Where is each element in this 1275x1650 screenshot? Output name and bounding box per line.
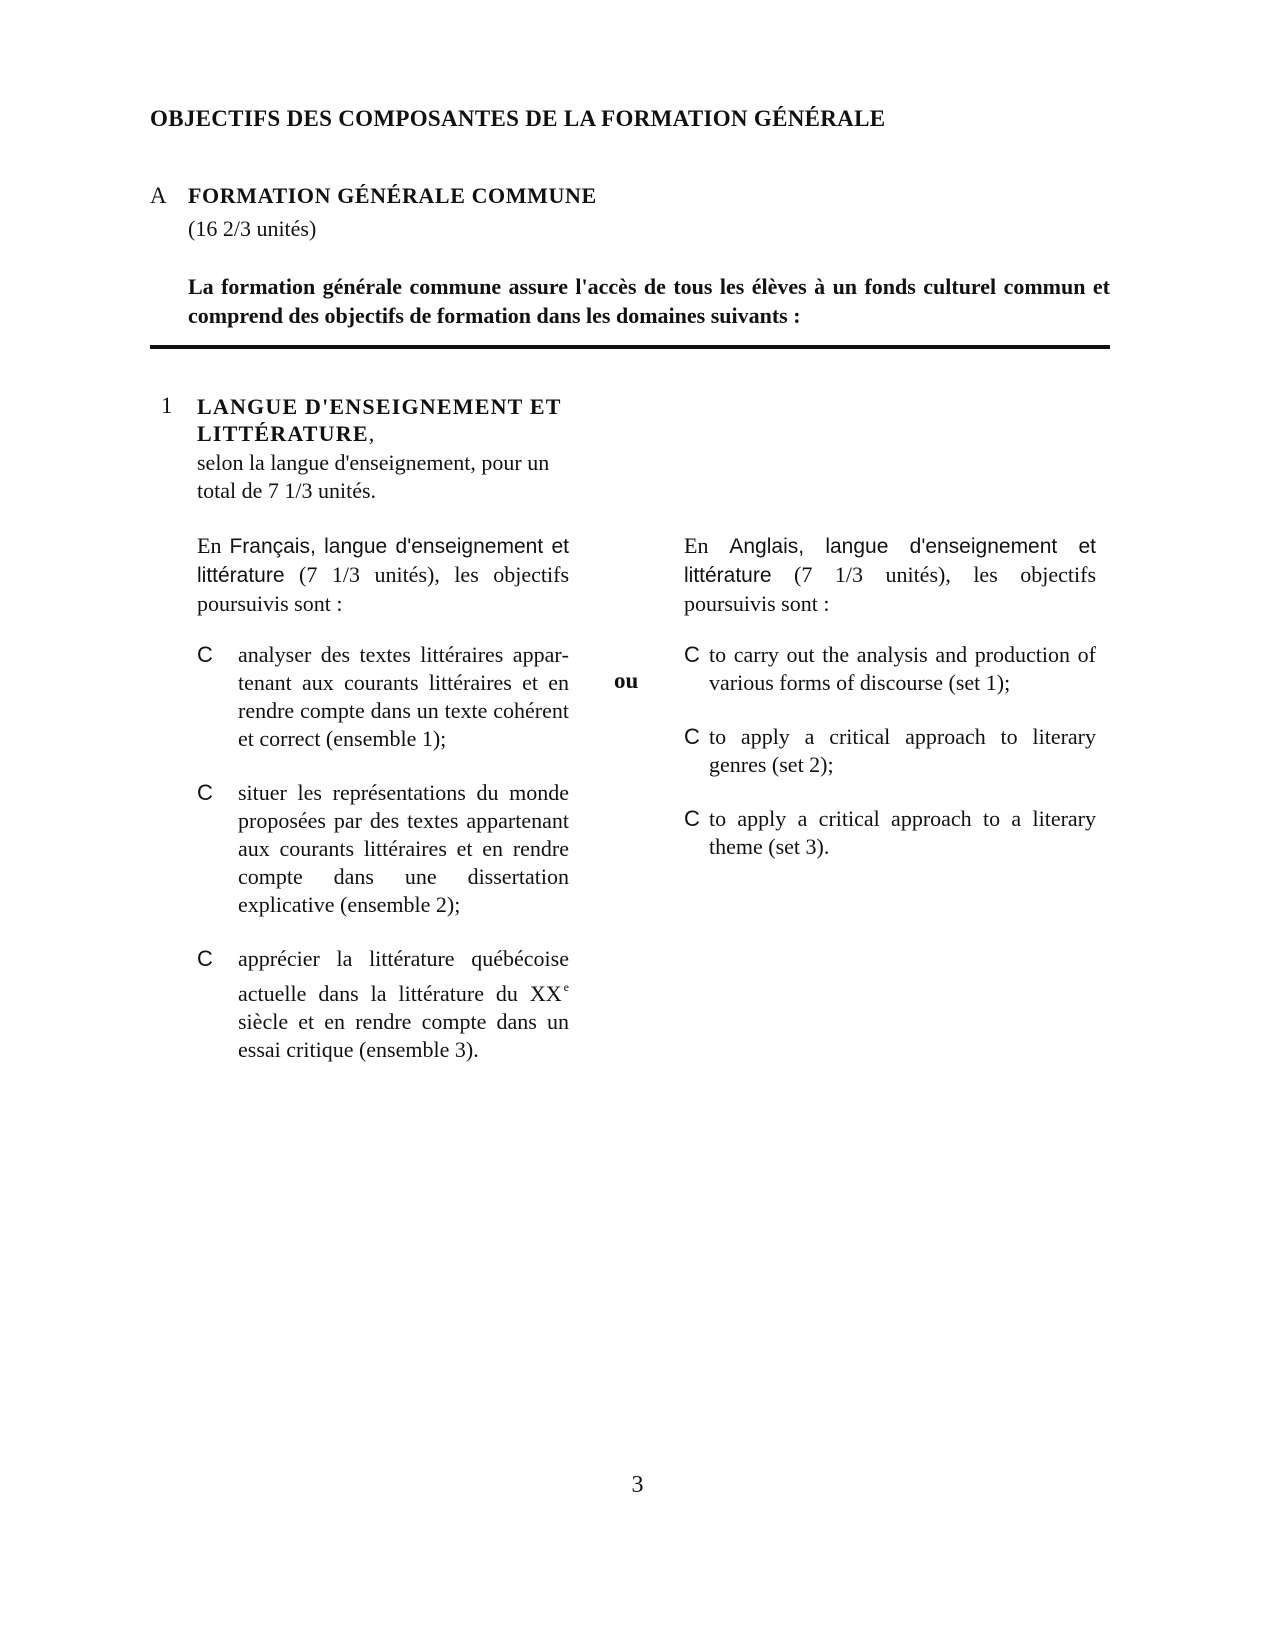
item-title-text: LANGUE D'ENSEIGNEMENT ET LITTÉRATURE	[197, 394, 562, 446]
objective-text-after: siècle et en rendre compte dans un essai critique (ensemble 3).	[238, 1009, 569, 1062]
separator-ou: ou	[614, 668, 639, 693]
item-number: 1	[161, 393, 173, 418]
bullet-marker: C	[684, 806, 700, 831]
english-intro-subject: Anglais, langue d'enseignement et littérature	[684, 535, 1097, 587]
section-intro: La formation générale commune assure l'accès de tous les élèves à un fonds culturel commun et comprend des objectifs de formation dans les domaines suivants :	[188, 274, 1110, 328]
english-objectives-list	[684, 641, 1096, 887]
item-title	[197, 393, 569, 447]
objective-text-before: apprécier la littérature québécoise actuelle dans la littérature du XX	[238, 946, 569, 1006]
superscript-e: e	[563, 980, 569, 994]
english-intro	[684, 532, 1096, 618]
english-intro-rest: (7 1/3 unités), les objectifs poursuivis sont :	[684, 562, 1097, 616]
section-units: (16 2/3 unités)	[188, 216, 317, 241]
french-intro-subject: Français, langue d'enseignement et littérature	[197, 535, 569, 587]
page-number: 3	[631, 1472, 644, 1498]
list-item	[684, 723, 1096, 779]
bullet-marker: C	[684, 724, 700, 749]
section-letter: A	[150, 183, 167, 208]
list-item	[684, 805, 1096, 861]
section-title: FORMATION GÉNÉRALE COMMUNE	[188, 183, 597, 208]
item-title-suffix: ,	[368, 421, 376, 446]
objective-text: to carry out the analysis and production of various forms of discourse (set 1);	[709, 642, 1096, 695]
objective-text: situer les représentations du monde proposées par des textes appartenant aux courants littéraires et en rendre compte dans une dissertation explicative (ensemble 2);	[238, 780, 569, 917]
objective-text: analyser des textes littéraires appartenant aux courants littéraires et en rendre compte dans un texte cohérent et correct (ensemble 1);	[238, 642, 569, 751]
objective-text: to apply a critical approach to a literary theme (set 3).	[709, 806, 1096, 859]
document-title: OBJECTIFS DES COMPOSANTES DE LA FORMATION GÉNÉRALE	[150, 106, 886, 131]
bullet-marker: C	[197, 946, 213, 971]
objective-text	[238, 946, 569, 1062]
list-item	[684, 641, 1096, 697]
bullet-marker: C	[684, 642, 700, 667]
list-item	[197, 779, 569, 919]
list-item	[197, 945, 569, 1064]
french-objectives-list	[197, 641, 569, 1090]
item-description: selon la langue d'enseignement, pour un total de 7 1/3 unités.	[197, 450, 550, 503]
french-intro-prefix: En	[197, 533, 222, 558]
french-intro	[197, 532, 569, 618]
list-item	[197, 641, 569, 753]
horizontal-rule	[150, 345, 1110, 349]
bullet-marker: C	[197, 780, 213, 805]
english-intro-prefix: En	[684, 533, 709, 558]
bullet-marker: C	[197, 642, 213, 667]
objective-text: to apply a critical approach to literary genres (set 2);	[709, 724, 1096, 777]
french-intro-rest: (7 1/3 unités), les objectifs poursuivis sont :	[197, 562, 570, 616]
